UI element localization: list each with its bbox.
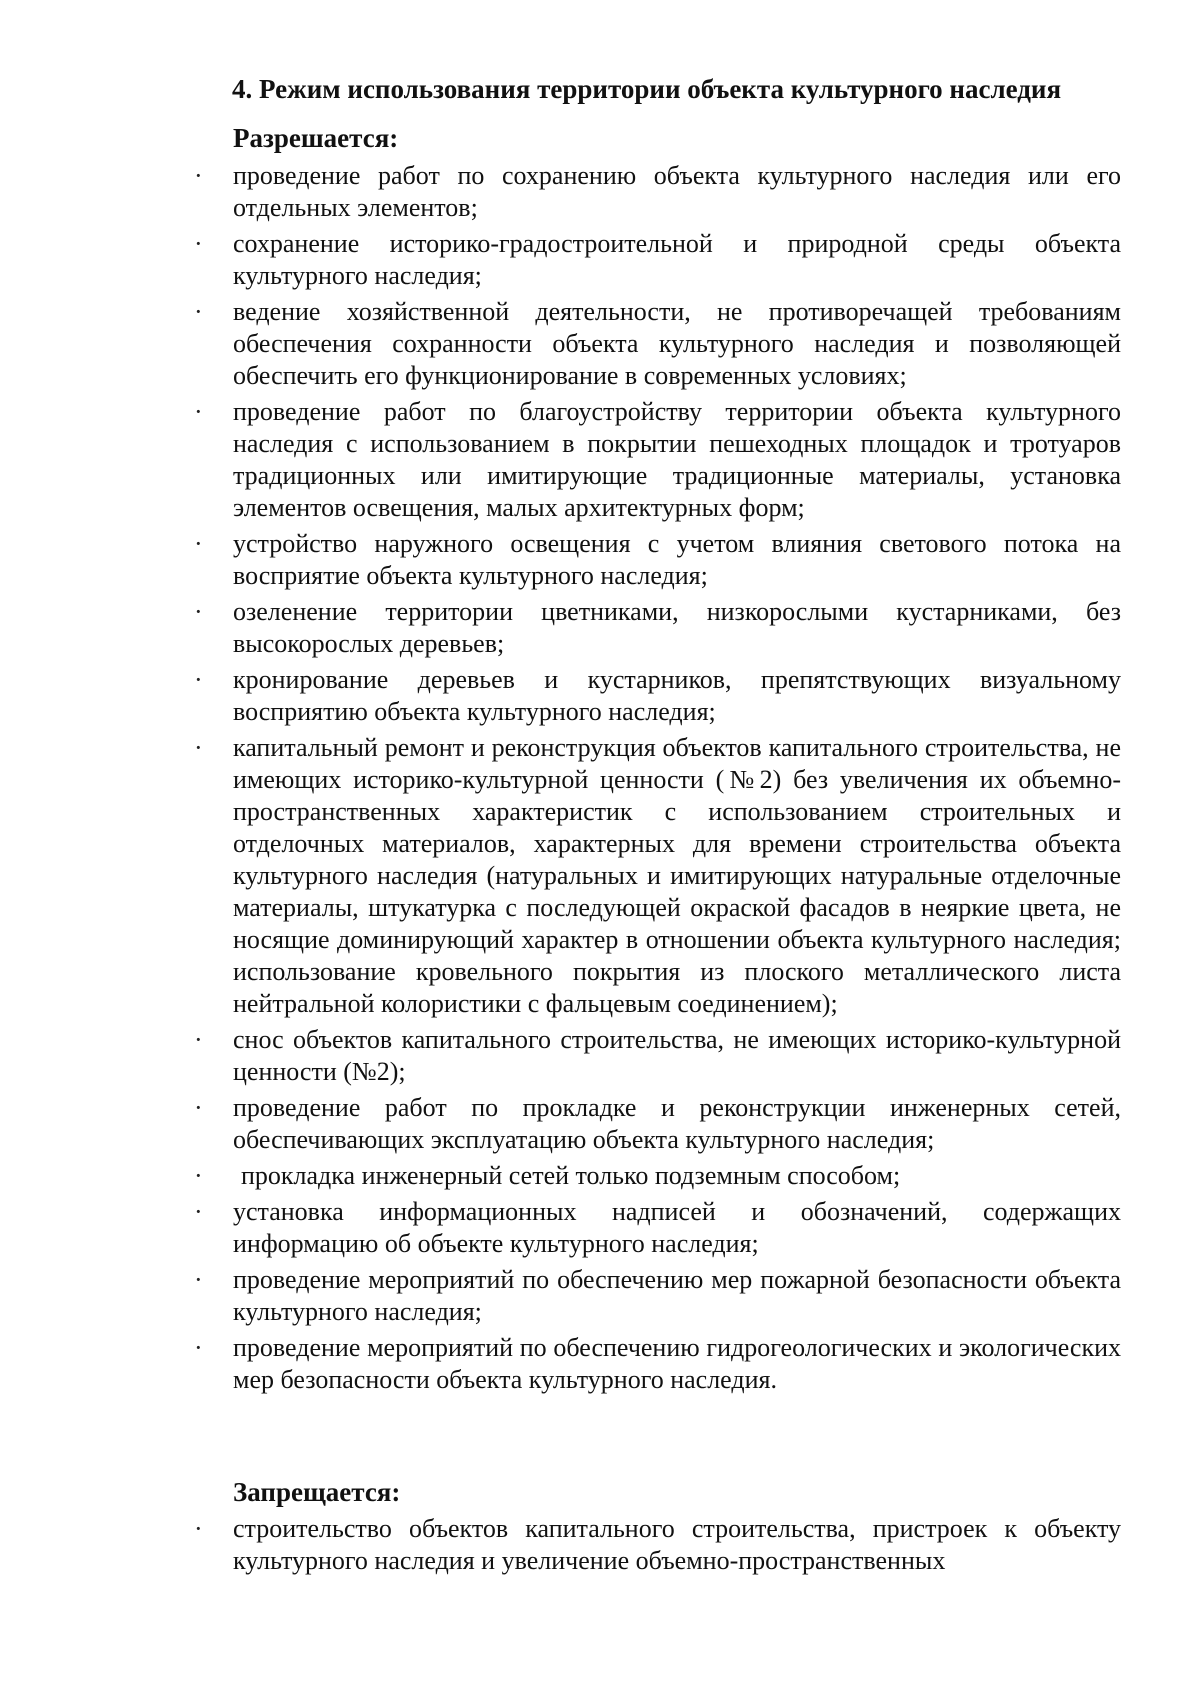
section-title: 4. Режим использования территории объекта культурного наследия [232,74,1062,104]
allowed-item [0,1160,1200,1192]
allowed-item-text: проведение мероприятий по обеспечению мер пожарной безопасности объекта культурного наследия; [233,1265,1121,1326]
bullet-icon: · [194,161,203,190]
allowed-item-text: сохранение историко-градостроительной и природной среды объекта культурного наследия; [233,229,1121,290]
allowed-item-text: проведение работ по благоустройству территории объекта культурного наследия с использованием в покрытии пешеходных площадок и тротуаров традиционных или имитирующие традиционные материалы, установка элементов освещения, малых архитектурных форм; [233,397,1121,522]
bullet-icon: · [194,1514,203,1543]
allowed-item-text: капитальный ремонт и реконструкция объектов капитального строительства, не имеющих историко-культурной ценности (№2) без увеличения их объемно-пространственных характеристик с использованием строительных и отделочных материалов, характерных для времени строительства объекта культурного наследия (натуральных и имитирующих натуральные отделочные материалы, штукатурка с последующей окраской фасадов в неяркие цвета, не носящие доминирующий характер в отношении объекта культурного наследия; использование кровельного покрытия из плоского металлического листа нейтральной колористики с фальцевым соединением); [233,733,1121,1018]
allowed-item [0,596,1200,660]
allowed-item [0,1264,1200,1328]
bullet-icon: · [194,597,203,626]
allowed-item [0,160,1200,224]
bullet-icon: · [194,1093,203,1122]
bullet-icon: · [194,529,203,558]
allowed-item [0,296,1200,392]
forbidden-heading: Запрещается: [233,1477,401,1507]
allowed-item [0,528,1200,592]
bullet-icon: · [194,1025,203,1054]
allowed-item [0,732,1200,1020]
allowed-item [0,396,1200,524]
allowed-item [0,1024,1200,1088]
allowed-item [0,1092,1200,1156]
allowed-item [0,228,1200,292]
allowed-heading: Разрешается: [233,123,399,153]
allowed-item-text: установка информационных надписей и обозначений, содержащих информацию об объекте культурного наследия; [233,1197,1121,1258]
bullet-icon: · [194,297,203,326]
allowed-item-text: прокладка инженерный сетей только подземным способом; [241,1161,901,1190]
bullet-icon: · [194,1333,203,1362]
allowed-item [0,1196,1200,1260]
bullet-icon: · [194,1265,203,1294]
allowed-item-text: кронирование деревьев и кустарников, препятствующих визуальному восприятию объекта культурного наследия; [233,665,1121,726]
bullet-icon: · [194,1161,203,1190]
allowed-item-text: озеленение территории цветниками, низкорослыми кустарниками, без высокорослых деревьев; [233,597,1121,658]
allowed-item-text: снос объектов капитального строительства, не имеющих историко-культурной ценности (№2); [233,1025,1121,1086]
forbidden-item [0,1513,1200,1577]
bullet-icon: · [194,733,203,762]
allowed-item-text: проведение работ по прокладке и реконструкции инженерных сетей, обеспечивающих эксплуатацию объекта культурного наследия; [233,1093,1121,1154]
allowed-item [0,664,1200,728]
allowed-item-text: проведение работ по сохранению объекта культурного наследия или его отдельных элементов; [233,161,1121,222]
allowed-item [0,1332,1200,1396]
bullet-icon: · [194,1197,203,1226]
allowed-item-text: проведение мероприятий по обеспечению гидрогеологических и экологических мер безопасности объекта культурного наследия. [233,1333,1121,1394]
forbidden-item-text: строительство объектов капитального строительства, пристроек к объекту культурного наследия и увеличение объемно-пространственных [233,1514,1121,1575]
bullet-icon: · [194,229,203,258]
bullet-icon: · [194,397,203,426]
forbidden-list [0,1513,1200,1581]
allowed-item-text: устройство наружного освещения с учетом влияния светового потока на восприятие объекта культурного наследия; [233,529,1121,590]
bullet-icon: · [194,665,203,694]
allowed-item-text: ведение хозяйственной деятельности, не противоречащей требованиям обеспечения сохранности объекта культурного наследия и позволяющей обеспечить его функционирование в современных условиях; [233,297,1121,390]
allowed-list [0,160,1200,1400]
